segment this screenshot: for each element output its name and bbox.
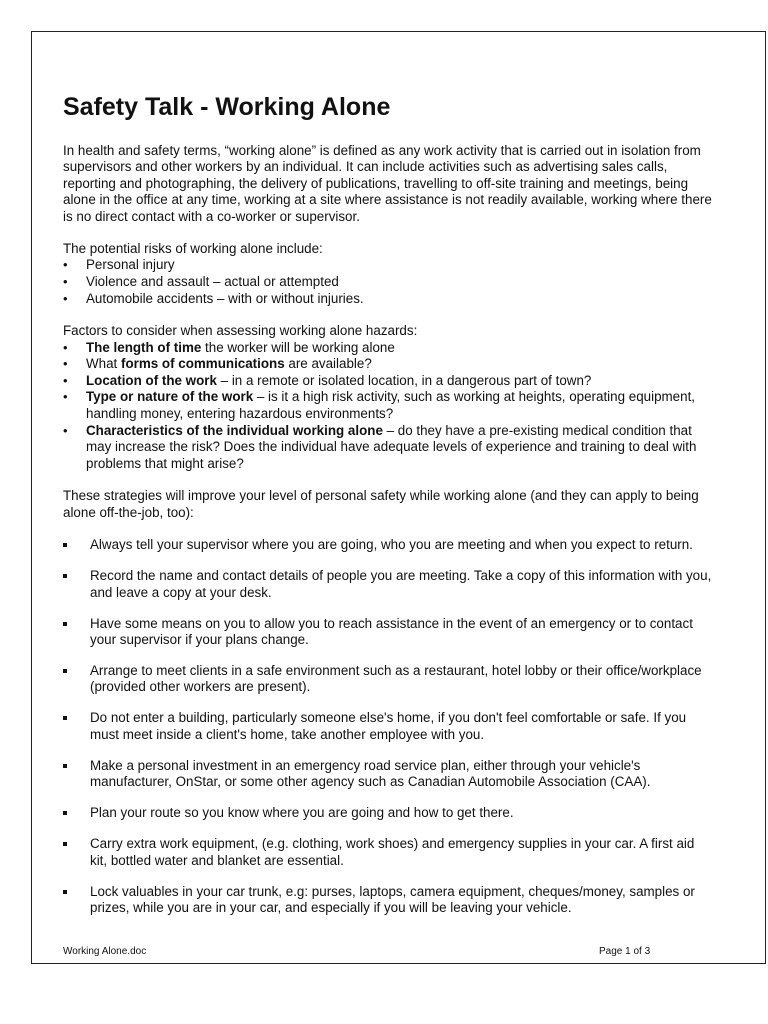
list-item: • Automobile accidents – with or without injuries. bbox=[63, 291, 713, 308]
factor-term: Type or nature of the work bbox=[86, 389, 254, 405]
factor-pre: What bbox=[86, 356, 121, 372]
footer-filename: Working Alone.doc bbox=[63, 946, 147, 957]
factor-term: Characteristics of the individual working alone bbox=[86, 422, 383, 438]
list-item bbox=[63, 423, 713, 473]
list-item bbox=[63, 340, 713, 357]
list-item: Always tell your supervisor where you are going, who you are meeting and when you expect to return. bbox=[63, 537, 713, 553]
list-item: Arrange to meet clients in a safe environment such as a restaurant, hotel lobby or their office/workplace (provided other workers are present). bbox=[63, 663, 713, 696]
strategies-intro: These strategies will improve your level of personal safety while working alone (and they can apply to being alone off-the-job, too): bbox=[63, 488, 699, 520]
list-item bbox=[63, 373, 713, 390]
factor-post: – is it a high risk activity, such as working at heights, operating equipment, handling money, entering hazardous environments? bbox=[86, 389, 696, 421]
document-title: Safety Talk - Working Alone bbox=[63, 93, 391, 121]
factors-intro: Factors to consider when assessing working alone hazards: bbox=[63, 323, 418, 339]
factor-term: The length of time bbox=[86, 339, 202, 355]
list-item: Do not enter a building, particularly someone else's home, if you don't feel comfortable or safe. If you must meet inside a client's home, take another employee with you. bbox=[63, 710, 713, 743]
list-item: • Violence and assault – actual or attempted bbox=[63, 274, 713, 291]
factor-post: the worker will be working alone bbox=[201, 339, 395, 355]
footer-page-number: Page 1 of 3 bbox=[599, 946, 651, 957]
list-item: • Personal injury bbox=[63, 257, 713, 274]
intro-paragraph: In health and safety terms, “working alone” is defined as any work activity that is carried out in isolation from supervisors and other workers by an individual. It can include activities such as advertising sales calls, reporting and photographing, the delivery of publications, travelling to off-site training and meetings, being alone in the office at any time, working at a site where assistance is not readily available, working where there is no direct contact with a co-worker or supervisor. bbox=[63, 143, 712, 224]
list-item: Make a personal investment in an emergency road service plan, either through your vehicle's manufacturer, OnStar, or some other agency such as Canadian Automobile Association (CAA). bbox=[63, 758, 713, 791]
strategies-list bbox=[63, 537, 713, 916]
list-item: Record the name and contact details of people you are meeting. Take a copy of this information with you, and leave a copy at your desk. bbox=[63, 568, 713, 601]
list-item: Lock valuables in your car trunk, e.g: purses, laptops, camera equipment, cheques/money, samples or prizes, while you are in your car, and especially if you will be leaving your vehicle. bbox=[63, 884, 713, 917]
list-item: Carry extra work equipment, (e.g. clothing, work shoes) and emergency supplies in your car. A first aid kit, bottled water and blanket are essential. bbox=[63, 836, 713, 869]
risks-intro: The potential risks of working alone include: bbox=[63, 241, 323, 257]
factor-post: – in a remote or isolated location, in a dangerous part of town? bbox=[216, 372, 592, 388]
list-item: Have some means on you to allow you to reach assistance in the event of an emergency or to contact your supervisor if your plans change. bbox=[63, 616, 713, 649]
list-item: Plan your route so you know where you are going and how to get there. bbox=[63, 805, 713, 821]
risks-list bbox=[63, 257, 713, 307]
factor-term: Location of the work bbox=[86, 372, 217, 388]
factors-list bbox=[63, 340, 713, 473]
factor-post: – do they have a pre-existing medical condition that may increase the risk? Does the individual have adequate levels of experience and training to deal with problems that might arise? bbox=[86, 422, 697, 471]
factor-post: are available? bbox=[284, 356, 372, 372]
list-item bbox=[63, 356, 713, 373]
factor-term: forms of communications bbox=[120, 356, 285, 372]
document-body bbox=[63, 92, 713, 931]
list-item bbox=[63, 389, 713, 422]
